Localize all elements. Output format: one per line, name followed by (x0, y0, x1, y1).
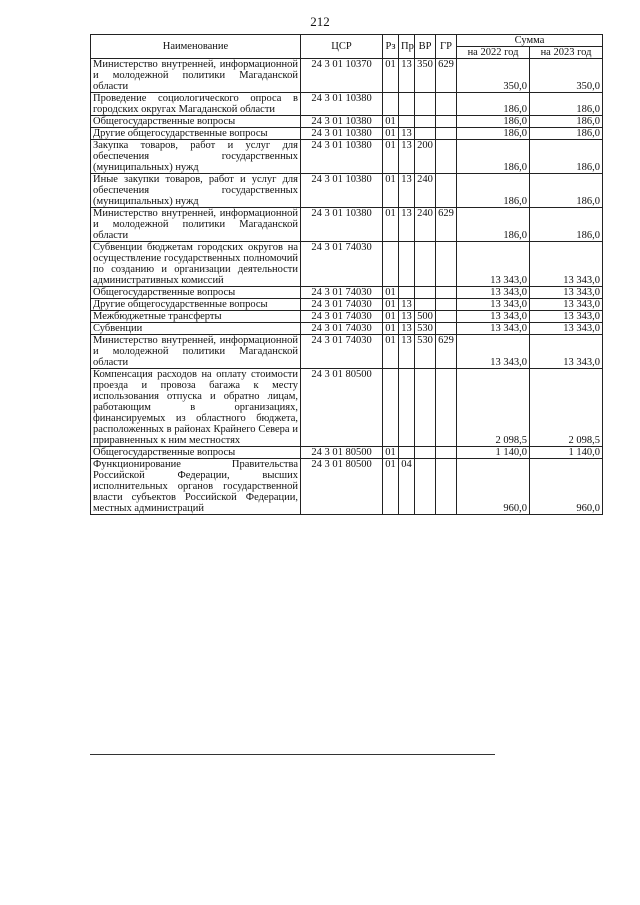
row-rz: 01 (383, 311, 399, 323)
row-vr (415, 447, 436, 459)
row-sum-2023: 2 098,5 (530, 369, 603, 447)
row-sum-2023: 186,0 (530, 140, 603, 174)
header-csr: ЦСР (301, 35, 383, 59)
row-sum-2022: 1 140,0 (457, 447, 530, 459)
row-sum-2023: 13 343,0 (530, 242, 603, 287)
row-sum-2023: 13 343,0 (530, 335, 603, 369)
row-sum-2022: 2 098,5 (457, 369, 530, 447)
row-name: Общегосударственные вопросы (91, 287, 301, 299)
row-name: Функционирование Правительства Российской Федерации, высших исполнительных органов государственной власти субъектов Российской Федерации, местных администраций (91, 459, 301, 515)
row-sum-2022: 186,0 (457, 93, 530, 116)
header-vr: ВР (415, 35, 436, 59)
row-pr: 13 (399, 174, 415, 208)
row-gr (436, 299, 457, 311)
row-vr (415, 116, 436, 128)
row-rz (383, 93, 399, 116)
row-sum-2022: 13 343,0 (457, 323, 530, 335)
row-vr (415, 299, 436, 311)
table-row (91, 59, 603, 93)
row-vr: 240 (415, 174, 436, 208)
row-gr (436, 311, 457, 323)
row-pr: 13 (399, 335, 415, 369)
table-row (91, 242, 603, 287)
page-number: 212 (310, 14, 330, 29)
row-name: Общегосударственные вопросы (91, 116, 301, 128)
row-sum-2023: 186,0 (530, 174, 603, 208)
row-name: Субвенции (91, 323, 301, 335)
row-vr (415, 93, 436, 116)
row-vr (415, 459, 436, 515)
header-pr: Пр (399, 35, 415, 59)
row-sum-2022: 13 343,0 (457, 287, 530, 299)
row-gr (436, 242, 457, 287)
row-rz: 01 (383, 459, 399, 515)
row-pr: 04 (399, 459, 415, 515)
row-vr (415, 287, 436, 299)
budget-table (90, 34, 603, 515)
row-sum-2022: 960,0 (457, 459, 530, 515)
row-sum-2023: 186,0 (530, 116, 603, 128)
header-row (91, 35, 603, 47)
row-name: Общегосударственные вопросы (91, 447, 301, 459)
row-vr: 350 (415, 59, 436, 93)
row-pr (399, 116, 415, 128)
row-pr (399, 93, 415, 116)
row-csr: 24 3 01 10380 (301, 93, 383, 116)
table-row (91, 323, 603, 335)
footer-divider (90, 754, 495, 755)
row-pr: 13 (399, 59, 415, 93)
table-row (91, 335, 603, 369)
row-sum-2023: 186,0 (530, 93, 603, 116)
row-vr (415, 128, 436, 140)
row-rz: 01 (383, 208, 399, 242)
row-gr (436, 287, 457, 299)
row-csr: 24 3 01 74030 (301, 242, 383, 287)
row-name: Межбюджетные трансферты (91, 311, 301, 323)
row-csr: 24 3 01 80500 (301, 447, 383, 459)
row-name: Министерство внутренней, информационной и молодежной политики Магаданской области (91, 208, 301, 242)
row-csr: 24 3 01 10380 (301, 116, 383, 128)
row-name: Компенсация расходов на оплату стоимости проезда и провоза багажа к месту использования отпуска и обратно лицам, работающим в организациях, финансируемых из областного бюджета, расположенных в районах Крайнего Севера и приравненных к ним местностях (91, 369, 301, 447)
row-sum-2023: 960,0 (530, 459, 603, 515)
row-pr (399, 242, 415, 287)
row-rz: 01 (383, 287, 399, 299)
row-sum-2023: 186,0 (530, 208, 603, 242)
row-vr: 530 (415, 323, 436, 335)
row-sum-2022: 350,0 (457, 59, 530, 93)
row-gr (436, 447, 457, 459)
row-sum-2023: 1 140,0 (530, 447, 603, 459)
row-csr: 24 3 01 74030 (301, 299, 383, 311)
row-csr: 24 3 01 10380 (301, 140, 383, 174)
row-sum-2023: 186,0 (530, 128, 603, 140)
row-name: Министерство внутренней, информационной и молодежной политики Магаданской области (91, 59, 301, 93)
row-csr: 24 3 01 10380 (301, 208, 383, 242)
row-vr: 240 (415, 208, 436, 242)
table-row (91, 116, 603, 128)
row-sum-2022: 13 343,0 (457, 335, 530, 369)
row-sum-2023: 13 343,0 (530, 323, 603, 335)
table-row (91, 299, 603, 311)
row-vr (415, 369, 436, 447)
row-rz: 01 (383, 323, 399, 335)
row-gr (436, 140, 457, 174)
row-rz: 01 (383, 116, 399, 128)
row-sum-2022: 186,0 (457, 128, 530, 140)
row-rz: 01 (383, 335, 399, 369)
header-sum: Сумма (457, 35, 603, 47)
row-gr: 629 (436, 59, 457, 93)
row-pr: 13 (399, 128, 415, 140)
row-csr: 24 3 01 10380 (301, 174, 383, 208)
header-year-2023: на 2023 год (530, 47, 603, 59)
row-csr: 24 3 01 80500 (301, 459, 383, 515)
table-row (91, 128, 603, 140)
row-gr: 629 (436, 335, 457, 369)
row-csr: 24 3 01 74030 (301, 323, 383, 335)
row-pr: 13 (399, 208, 415, 242)
row-sum-2022: 13 343,0 (457, 242, 530, 287)
row-name: Иные закупки товаров, работ и услуг для обеспечения государственных (муниципальных) нужд (91, 174, 301, 208)
table-row (91, 93, 603, 116)
header-name: Наименование (91, 35, 301, 59)
row-rz: 01 (383, 140, 399, 174)
row-vr: 200 (415, 140, 436, 174)
row-pr: 13 (399, 311, 415, 323)
row-gr (436, 174, 457, 208)
row-pr (399, 447, 415, 459)
table-row (91, 447, 603, 459)
table-row (91, 459, 603, 515)
row-rz: 01 (383, 59, 399, 93)
row-gr: 629 (436, 208, 457, 242)
row-csr: 24 3 01 10370 (301, 59, 383, 93)
row-csr: 24 3 01 80500 (301, 369, 383, 447)
row-rz (383, 369, 399, 447)
row-gr (436, 323, 457, 335)
row-vr (415, 242, 436, 287)
row-pr: 13 (399, 299, 415, 311)
row-name: Другие общегосударственные вопросы (91, 299, 301, 311)
row-pr: 13 (399, 323, 415, 335)
row-csr: 24 3 01 74030 (301, 335, 383, 369)
row-rz: 01 (383, 174, 399, 208)
row-gr (436, 128, 457, 140)
row-sum-2022: 186,0 (457, 116, 530, 128)
table-row (91, 174, 603, 208)
row-pr (399, 287, 415, 299)
row-name: Закупка товаров, работ и услуг для обеспечения государственных (муниципальных) нужд (91, 140, 301, 174)
row-gr (436, 93, 457, 116)
table-row (91, 287, 603, 299)
row-rz: 01 (383, 447, 399, 459)
header-rz: Рз (383, 35, 399, 59)
header-gr: ГР (436, 35, 457, 59)
row-sum-2023: 350,0 (530, 59, 603, 93)
row-vr: 530 (415, 335, 436, 369)
row-name: Субвенции бюджетам городских округов на осуществление государственных полномочий по созданию и организации деятельности административных комиссий (91, 242, 301, 287)
row-rz: 01 (383, 299, 399, 311)
row-sum-2022: 186,0 (457, 208, 530, 242)
row-rz: 01 (383, 128, 399, 140)
row-name: Министерство внутренней, информационной и молодежной политики Магаданской области (91, 335, 301, 369)
row-gr (436, 459, 457, 515)
table-row (91, 311, 603, 323)
row-sum-2022: 13 343,0 (457, 299, 530, 311)
table-row (91, 140, 603, 174)
row-name: Проведение социологического опроса в городских округах Магаданской области (91, 93, 301, 116)
row-gr (436, 116, 457, 128)
header-year-2022: на 2022 год (457, 47, 530, 59)
table-row (91, 369, 603, 447)
table-row (91, 208, 603, 242)
row-csr: 24 3 01 10380 (301, 128, 383, 140)
row-rz (383, 242, 399, 287)
row-pr: 13 (399, 140, 415, 174)
row-sum-2023: 13 343,0 (530, 299, 603, 311)
row-pr (399, 369, 415, 447)
row-csr: 24 3 01 74030 (301, 311, 383, 323)
row-sum-2023: 13 343,0 (530, 287, 603, 299)
row-csr: 24 3 01 74030 (301, 287, 383, 299)
row-sum-2022: 186,0 (457, 174, 530, 208)
row-vr: 500 (415, 311, 436, 323)
row-gr (436, 369, 457, 447)
row-sum-2022: 186,0 (457, 140, 530, 174)
row-name: Другие общегосударственные вопросы (91, 128, 301, 140)
row-sum-2023: 13 343,0 (530, 311, 603, 323)
row-sum-2022: 13 343,0 (457, 311, 530, 323)
